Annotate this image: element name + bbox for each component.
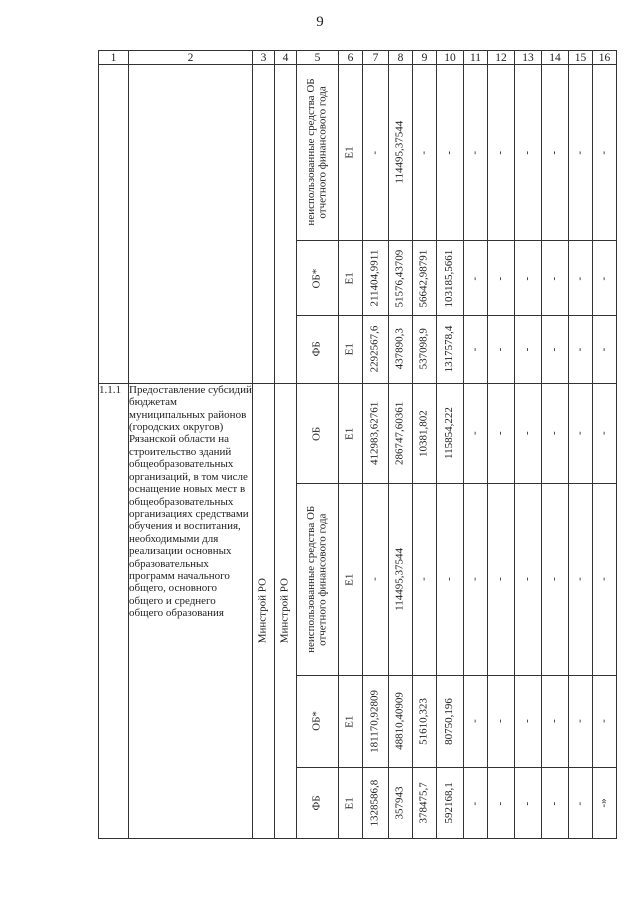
table-cell [593,240,617,316]
fb-label: ФБ [310,795,323,811]
value: - [597,276,610,280]
col7-label: ФБ [310,342,323,358]
fb-code [339,767,363,839]
col6-header [297,240,339,316]
value: - [443,577,456,582]
code-e1: Е1 [343,573,356,586]
table-cell [363,65,389,241]
value: 181170,92809 [368,689,381,753]
table-cell [569,240,593,316]
table-cell [389,483,413,675]
column-number: 11 [464,51,488,65]
unused-header [297,483,339,675]
col5-label: неиспользованные средства ОБ отчетного финансового года [304,78,329,227]
table-cell [488,383,515,483]
code-e1: Е1 [343,427,356,440]
column-number: 2 [129,51,253,65]
page-number: 9 [316,14,324,30]
table-cell [488,316,515,383]
table-cell [413,65,437,241]
value: - [573,431,586,436]
table-cell [542,65,569,241]
value: - [521,800,534,805]
table-cell [515,483,542,675]
cell-blank [253,65,275,383]
value: 80750,196 [443,697,456,745]
value: 378475,7 [417,782,430,824]
table-cell [413,383,437,483]
value: 1317578,4 [443,326,456,373]
col5-header [297,65,339,241]
cell-blank [129,65,253,383]
column-number: 13 [515,51,542,65]
value: 115854,222 [443,407,456,460]
table-cell [437,240,464,316]
value: 412983,62761 [368,401,381,465]
column-number: 15 [569,51,593,65]
executor-2 [275,383,297,838]
value: - [573,577,586,582]
column-number: 8 [389,51,413,65]
value: - [573,150,586,155]
col7-header [297,316,339,383]
table-cell [542,767,569,839]
value: - [521,150,534,155]
table-cell [593,675,617,767]
value: - [573,719,586,723]
table-cell [593,316,617,383]
code-e1: Е1 [343,714,356,728]
value: 51576,43709 [393,249,406,307]
value: - [548,577,561,582]
table-cell [569,383,593,483]
table-cell [464,65,488,241]
table-cell [437,383,464,483]
value: -» [597,798,610,808]
value: - [573,347,586,352]
table-cell [542,483,569,675]
value: - [494,431,507,436]
table-cell [515,675,542,767]
table-cell [542,240,569,316]
table-row [99,65,617,241]
table-cell [488,65,515,241]
table-cell [488,240,515,316]
value: 114495,37544 [393,121,406,184]
table-cell [363,767,389,839]
value: - [548,800,561,805]
code-e1: Е1 [343,146,356,159]
cell-blank [99,65,129,383]
budget-table [98,50,617,839]
obs-label: ОБ* [310,711,323,731]
value: - [468,276,481,280]
value: 48810,40909 [393,692,406,750]
table-cell [437,483,464,675]
table-cell [593,483,617,675]
cell-blank [275,65,297,383]
value: - [468,431,481,436]
table-cell [515,767,542,839]
table-cell [593,383,617,483]
table-cell [413,240,437,316]
executor-label: Минстрой РО [278,578,291,644]
table-cell [363,383,389,483]
table-cell [389,675,413,767]
unused-label: неиспользованные средства ОБ отчетного финансового года [304,505,329,653]
value: 437890,3 [393,328,406,371]
value: - [521,347,534,352]
value: - [468,577,481,582]
value: - [521,577,534,582]
table-cell [569,675,593,767]
table-cell [464,383,488,483]
value: 211404,9911 [368,249,381,307]
table-cell [593,65,617,241]
unused-code [339,483,363,675]
table-cell [488,483,515,675]
value: 51610,323 [417,697,430,745]
value: 114495,37544 [393,547,406,611]
table-cell [569,767,593,839]
table-cell [437,767,464,839]
column-number: 3 [253,51,275,65]
column-number-row [99,51,617,65]
value: - [597,431,610,436]
table-cell [389,767,413,839]
value: - [368,150,381,155]
value: - [548,150,561,155]
value: - [417,150,430,155]
table-cell [488,675,515,767]
table-cell [542,675,569,767]
table-cell [515,240,542,316]
value: - [468,150,481,155]
value: - [597,347,610,352]
table-cell [464,316,488,383]
table-cell [569,316,593,383]
table-cell [389,316,413,383]
value: - [494,150,507,155]
value: - [573,800,586,805]
table-cell [389,65,413,241]
table-cell [542,383,569,483]
column-number: 14 [542,51,569,65]
table-cell [515,65,542,241]
value: - [597,719,610,723]
value: - [597,577,610,582]
row-description: Предоставление субсидий бюджетам муниципальных районов (городских округов) Рязанской области на строительство зданий общеобразовательных организаций, в том числе оснащение новых мест в общеобразовательных организациях средствами обучения и воспитания, необходимыми для реализации основных образовательных программ начального общего, основного общего и среднего общего образования [129,383,253,838]
col5-code [339,65,363,241]
column-number: 9 [413,51,437,65]
obs-header [297,675,339,767]
table-cell [437,316,464,383]
value: - [368,577,381,582]
table-row [99,383,617,483]
table-cell [389,240,413,316]
value: - [494,800,507,805]
table-cell [363,316,389,383]
table-cell [569,483,593,675]
column-number: 1 [99,51,129,65]
table-cell [363,483,389,675]
table-cell [363,240,389,316]
column-number: 16 [593,51,617,65]
table-cell [515,383,542,483]
ob-header [297,383,339,483]
ob-label: ОБ [310,426,323,441]
obs-code [339,675,363,767]
column-number: 4 [275,51,297,65]
column-number: 10 [437,51,464,65]
value: 592168,1 [443,782,456,824]
table-cell [593,767,617,839]
value: - [494,347,507,352]
value: - [521,719,534,723]
table-cell [437,675,464,767]
value: 537098,9 [417,328,430,371]
value: - [521,276,534,280]
value: 286747,60361 [393,401,406,465]
value: - [468,347,481,352]
value: - [468,800,481,805]
executor-1 [253,383,275,838]
value: - [417,577,430,582]
value: - [597,150,610,155]
column-number: 7 [363,51,389,65]
table-cell [413,767,437,839]
table-cell [464,675,488,767]
value: 1328586,8 [368,779,381,827]
table-cell [413,316,437,383]
value: 103185,5661 [443,249,456,307]
value: - [443,150,456,155]
value: 10381,802 [417,409,430,457]
column-number: 5 [297,51,339,65]
value: - [468,719,481,723]
value: - [573,276,586,280]
value: - [548,719,561,723]
fb-header [297,767,339,839]
executor-label: Минстрой РО [256,578,269,644]
table-cell [464,240,488,316]
value: - [548,431,561,436]
code-e1: Е1 [343,796,356,809]
value: 357943 [393,786,406,820]
value: - [494,719,507,723]
code-e1: Е1 [343,272,356,285]
table-cell [515,316,542,383]
value: - [521,431,534,436]
table-cell [464,767,488,839]
value: - [548,276,561,280]
col7-code [339,316,363,383]
value: 2292567,6 [368,326,381,373]
value: - [494,577,507,582]
ob-code [339,383,363,483]
table-cell [413,483,437,675]
column-number: 6 [339,51,363,65]
table-cell [464,483,488,675]
table-cell [413,675,437,767]
value: 56642,98791 [417,249,430,307]
table-cell [363,675,389,767]
table-cell [488,767,515,839]
col6-label: ОБ* [310,268,323,288]
table-cell [542,316,569,383]
value: - [548,347,561,352]
table-cell [569,65,593,241]
column-number: 12 [488,51,515,65]
code-e1: Е1 [343,343,356,356]
value: - [494,276,507,280]
table-cell [437,65,464,241]
col6-code [339,240,363,316]
row-code: 1.1.1 [99,383,129,838]
table-cell [389,383,413,483]
